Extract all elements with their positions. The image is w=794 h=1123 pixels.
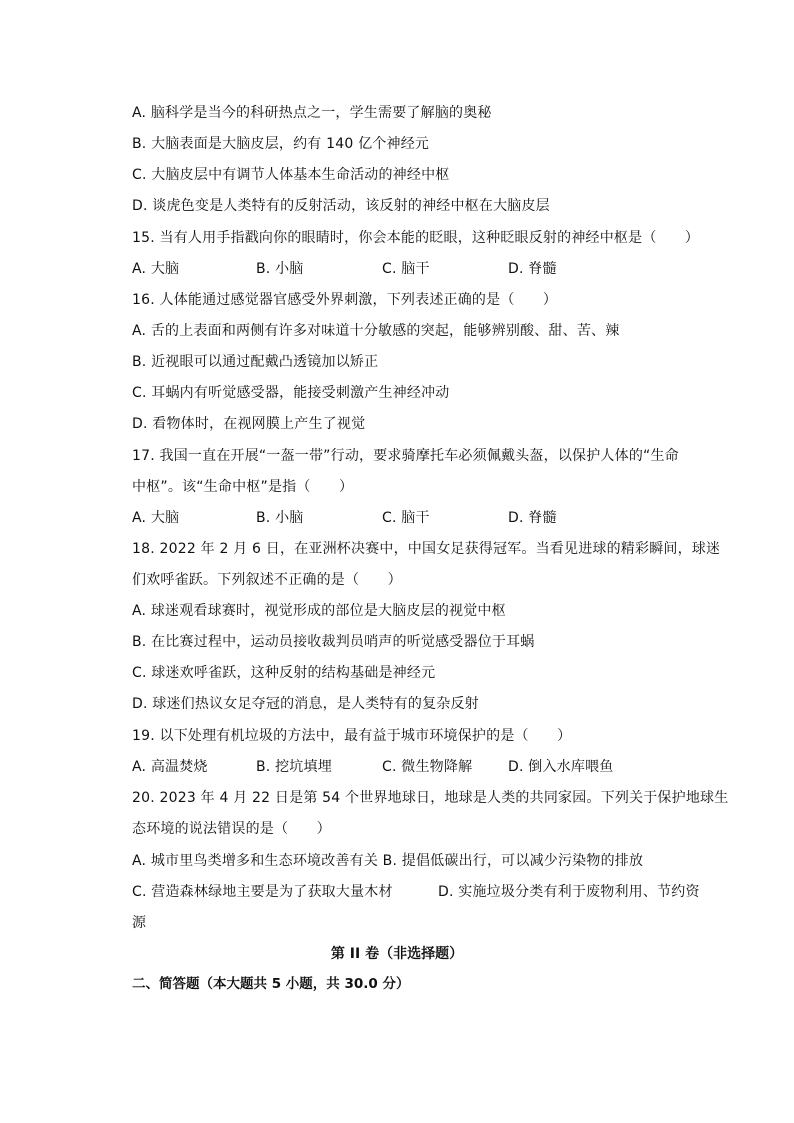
q20-option-d: D. 实施垃圾分类有利于废物利用、节约资 [438,884,700,900]
q16-stem: 16. 人体能通过感觉器官感受外界刺激，下列表述正确的是（ ） [132,292,558,308]
q19-option-d: D. 倒入水库喂鱼 [508,759,614,775]
q20-stem-line1: 20. 2023 年 4 月 22 日是第 54 个世界地球日，地球是人类的共同家园。下列关于保护地球生 [132,790,729,806]
q15-option-c: C. 脑干 [382,261,430,277]
q17-option-b: B. 小脑 [256,510,304,526]
q16-option-b: B. 近视眼可以通过配戴凸透镜加以矫正 [132,354,379,370]
q17-option-c: C. 脑干 [382,510,430,526]
q16-option-c: C. 耳蜗内有听觉感受器，能接受刺激产生神经冲动 [132,385,450,401]
q20-option-c: C. 营造森林绿地主要是为了获取大量木材 [132,884,393,900]
q20-option-d-line2: 源 [132,915,147,931]
q20-stem-line2: 态环境的说法错误的是（ ） [132,821,331,837]
q14-option-d: D. 谈虎色变是人类特有的反射活动，该反射的神经中枢在大脑皮层 [132,198,550,214]
q15-option-d: D. 脊髓 [508,261,557,277]
q18-stem-line1: 18. 2022 年 2 月 6 日，在亚洲杯决赛中，中国女足获得冠军。当看见进球的精彩瞬间，球迷 [132,541,721,557]
q17-option-a: A. 大脑 [132,510,180,526]
q19-stem: 19. 以下处理有机垃圾的方法中，最有益于城市环境保护的是（ ） [132,728,572,744]
q19-option-b: B. 挖坑填埋 [256,759,332,775]
q15-option-b: B. 小脑 [256,261,304,277]
q17-stem-line2: 中枢”。该“生命中枢”是指（ ） [132,479,354,495]
q14-option-b: B. 大脑表面是大脑皮层，约有 140 亿个神经元 [132,136,430,152]
q15-stem: 15. 当有人用手指戳向你的眼睛时，你会本能的眨眼，这种眨眼反射的神经中枢是（ ） [132,230,700,246]
q14-option-a: A. 脑科学是当今的科研热点之一，学生需要了解脑的奥秘 [132,105,492,121]
q19-option-a: A. 高温焚烧 [132,759,208,775]
q20-option-ab: A. 城市里鸟类增多和生态环境改善有关 B. 提倡低碳出行，可以减少污染物的排放 [132,853,644,869]
q17-stem-line1: 17. 我国一直在开展“一盔一带”行动，要求骑摩托车必须佩戴头盔，以保护人体的“生命 [132,448,679,464]
section-subtitle: 二、简答题（本大题共 5 小题，共 30.0 分） [132,976,410,992]
q18-option-a: A. 球迷观看球赛时，视觉形成的部位是大脑皮层的视觉中枢 [132,603,506,619]
q14-option-c: C. 大脑皮层中有调节人体基本生命活动的神经中枢 [132,167,450,183]
q18-option-b: B. 在比赛过程中，运动员接收裁判员哨声的听觉感受器位于耳蜗 [132,634,535,650]
q16-option-a: A. 舌的上表面和两侧有许多对味道十分敏感的突起，能够辨别酸、甜、苦、辣 [132,323,620,339]
q18-option-c: C. 球迷欢呼雀跃，这种反射的结构基础是神经元 [132,665,436,681]
q16-option-d: D. 看物体时，在视网膜上产生了视觉 [132,416,366,432]
section-title: 第 II 卷（非选择题） [330,946,464,962]
q19-option-c: C. 微生物降解 [382,759,473,775]
q15-option-a: A. 大脑 [132,261,180,277]
q18-option-d: D. 球迷们热议女足夺冠的消息，是人类特有的复杂反射 [132,696,479,712]
q17-option-d: D. 脊髓 [508,510,557,526]
q18-stem-line2: 们欢呼雀跃。下列叙述不正确的是（ ） [132,572,402,588]
